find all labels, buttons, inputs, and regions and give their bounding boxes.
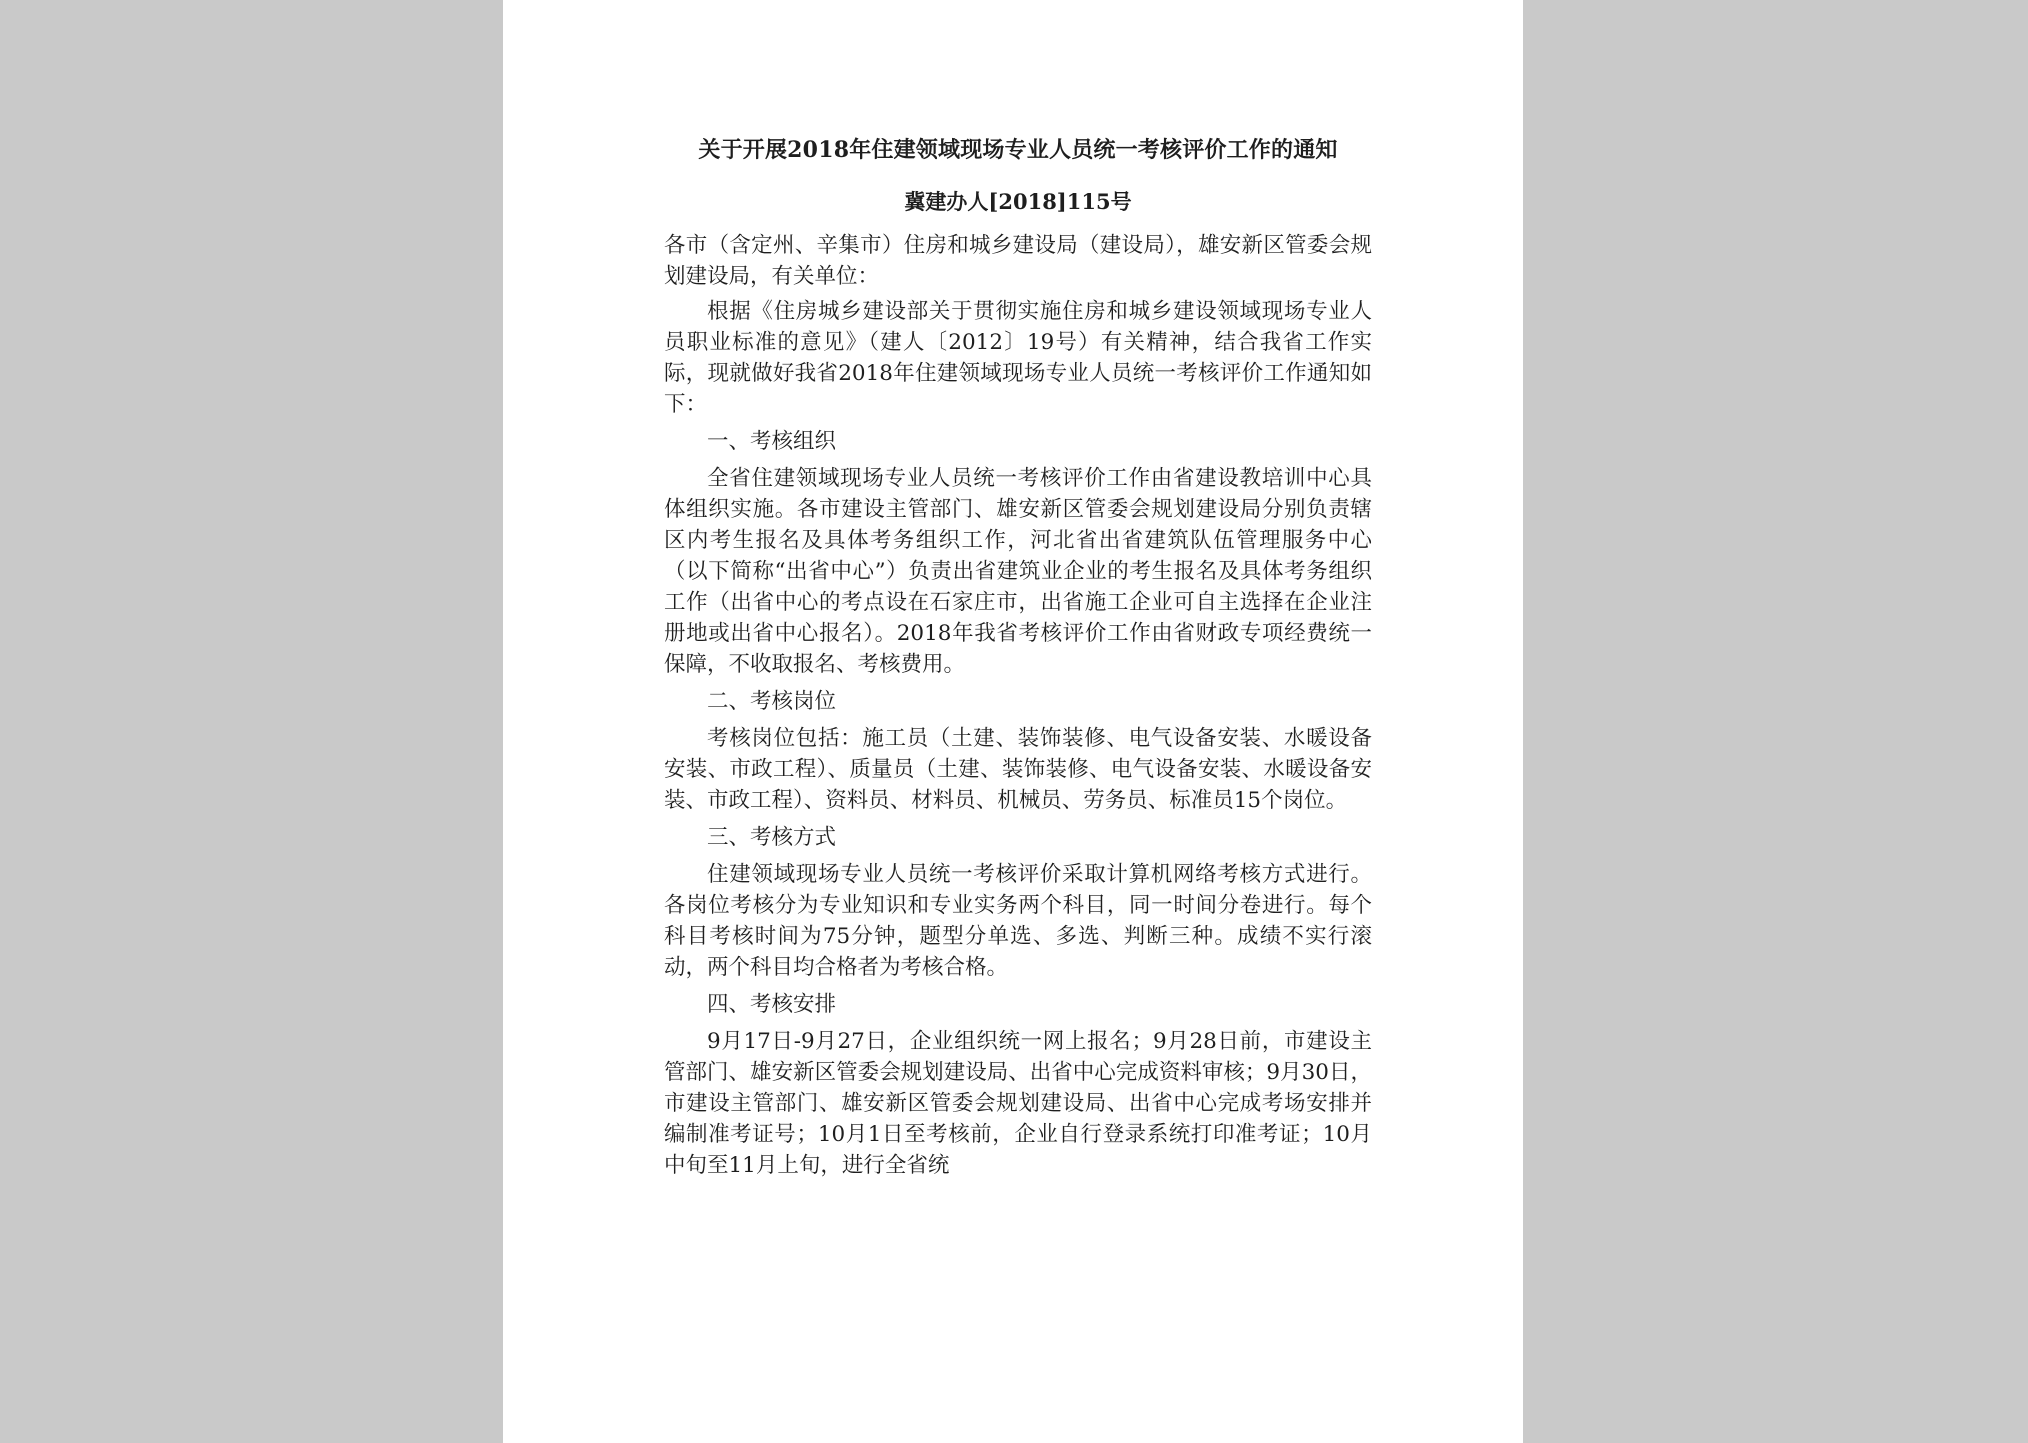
document-page	[503, 0, 1523, 1443]
section-text-4: 9月17日-9月27日，企业组织统一网上报名；9月28日前，市建设主管部门、雄安新区管委会规划建设局、出省中心完成资料审核；9月30日，市建设主管部门、雄安新区管委会规划建设局、出省中心完成考场安排并编制准考证号；10月1日至考核前，企业自行登录系统打印准考证；10月中旬至11月上旬，进行全省统	[664, 1029, 1372, 1178]
section-text-2: 考核岗位包括：施工员（土建、装饰装修、电气设备安装、水暖设备安装、市政工程）、质量员（土建、装饰装修、电气设备安装、水暖设备安装、市政工程）、资料员、材料员、机械员、劳务员、标准员15个岗位。	[664, 726, 1372, 813]
section-heading-1: 一、考核组织	[707, 429, 837, 454]
section-text-1: 全省住建领域现场专业人员统一考核评价工作由省建设教培训中心具体组织实施。各市建设主管部门、雄安新区管委会规划建设局分别负责辖区内考生报名及具体考务组织工作，河北省出省建筑队伍管理服务中心（以下简称“出省中心”）负责出省建筑业企业的考生报名及具体考务组织工作（出省中心的考点设在石家庄市，出省施工企业可自主选择在企业注册地或出省中心报名）。2018年我省考核评价工作由省财政专项经费统一保障，不收取报名、考核费用。	[664, 466, 1372, 677]
page-content	[664, 130, 1372, 1187]
section-heading-4: 四、考核安排	[707, 992, 837, 1017]
section-text-3: 住建领域现场专业人员统一考核评价采取计算机网络考核方式进行。各岗位考核分为专业知识和专业实务两个科目，同一时间分卷进行。每个科目考核时间为75分钟，题型分单选、多选、判断三种。成绩不实行滚动，两个科目均合格者为考核合格。	[664, 862, 1372, 980]
document-number: 冀建办人[2018]115号	[904, 189, 1132, 214]
document-title: 关于开展2018年住建领域现场专业人员统一考核评价工作的通知	[698, 137, 1338, 163]
section-heading-2: 二、考核岗位	[707, 689, 837, 714]
addressee: 各市（含定州、辛集市）住房和城乡建设局（建设局），雄安新区管委会规划建设局，有关单位：	[664, 233, 1372, 289]
intro-paragraph: 根据《住房城乡建设部关于贯彻实施住房和城乡建设领域现场专业人员职业标准的意见》（建人〔2012〕19号）有关精神，结合我省工作实际，现就做好我省2018年住建领域现场专业人员统一考核评价工作通知如下：	[664, 299, 1372, 417]
section-heading-3: 三、考核方式	[707, 825, 837, 850]
